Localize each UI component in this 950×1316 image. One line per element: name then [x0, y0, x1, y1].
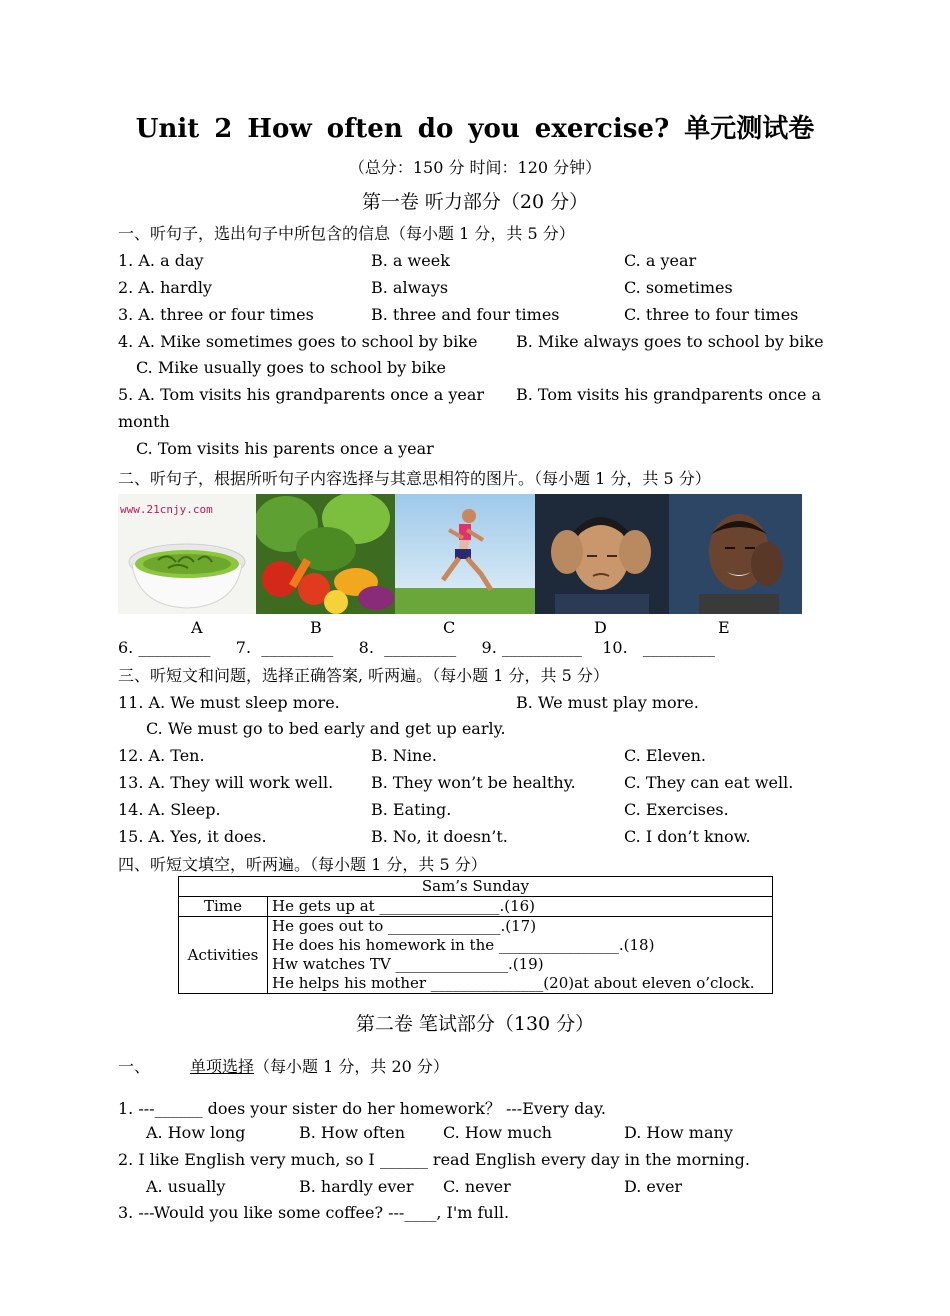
- q14-a: 14. A. Sleep.: [118, 800, 221, 819]
- q2-a: 2. A. hardly: [118, 278, 212, 297]
- score-time-info: （总分：150 分 时间：120 分钟）: [348, 158, 602, 177]
- q3-c: C. three to four times: [624, 305, 799, 324]
- q14-c: C. Exercises.: [624, 800, 729, 819]
- watermark-text: www.21cnjy.com: [120, 503, 213, 516]
- q15-c: C. I don’t know.: [624, 827, 751, 846]
- activity-17: He goes out to _______________.(17): [272, 917, 537, 935]
- q12-a: 12. A. Ten.: [118, 746, 205, 765]
- sec3-heading: 三、听短文和问题，选择正确答案, 听两遍。（每小题 1 分，共 5 分）: [118, 666, 609, 685]
- q1-c: C. a year: [624, 251, 697, 270]
- written-sec1-link: 单项选择: [190, 1057, 255, 1076]
- w1-opt-a: A. How long: [146, 1123, 246, 1142]
- part1-heading: 第一卷 听力部分（20 分）: [361, 191, 589, 213]
- w2-opt-d: D. ever: [624, 1177, 683, 1196]
- picture-label-c: C: [443, 618, 456, 637]
- activities-label: Activities: [179, 917, 268, 994]
- picture-c-running-woman: [395, 494, 535, 614]
- q2-c: C. sometimes: [624, 278, 733, 297]
- picture-d-headache-man: [535, 494, 669, 614]
- q12-b: B. Nine.: [371, 746, 437, 765]
- time-label: Time: [179, 897, 268, 917]
- q5-c: C. Tom visits his parents once a year: [136, 439, 434, 458]
- w1-opt-d: D. How many: [624, 1123, 733, 1142]
- sec2-heading: 二、听句子，根据所听句子内容选择与其意思相符的图片。（每小题 1 分，共 5 分）: [118, 469, 711, 488]
- q5-b-cont: month: [118, 412, 170, 431]
- q12-c: C. Eleven.: [624, 746, 707, 765]
- w2-question: 2. I like English very much, so I ______ read English every day in the morning.: [118, 1150, 750, 1169]
- picture-label-d: D: [594, 618, 607, 637]
- written-sec1-number: 一、: [118, 1057, 151, 1076]
- w2-opt-b: B. hardly ever: [299, 1177, 414, 1196]
- q4-c: C. Mike usually goes to school by bike: [136, 358, 446, 377]
- sams-sunday-table: [178, 876, 773, 994]
- written-sec1-heading: [190, 1057, 449, 1077]
- q14-b: B. Eating.: [371, 800, 452, 819]
- q13-b: B. They won’t be healthy.: [371, 773, 576, 792]
- q11-b: B. We must play more.: [516, 693, 699, 712]
- q5-a: 5. A. Tom visits his grandparents once a year: [118, 385, 485, 404]
- picture-strip: [118, 494, 802, 614]
- q3-a: 3. A. three or four times: [118, 305, 314, 324]
- w1-opt-c: C. How much: [443, 1123, 552, 1142]
- w1-question: 1. ---______ does your sister do her homework？ ---Every day.: [118, 1099, 606, 1118]
- picture-label-b: B: [310, 618, 322, 637]
- q1-a: 1. A. a day: [118, 251, 204, 270]
- table-title: Sam’s Sunday: [179, 877, 773, 897]
- w2-opt-c: C. never: [443, 1177, 511, 1196]
- picture-label-a: A: [191, 618, 203, 637]
- w2-opt-a: A. usually: [146, 1177, 226, 1196]
- activities-cell: [268, 917, 773, 994]
- w1-opt-b: B. How often: [299, 1123, 406, 1142]
- part2-heading: 第二卷 笔试部分（130 分）: [355, 1013, 595, 1035]
- picture-b-vegetables: [256, 494, 395, 614]
- q5-b: B. Tom visits his grandparents once a: [516, 385, 822, 404]
- sec4-heading: 四、听短文填空，听两遍。（每小题 1 分，共 5 分）: [118, 855, 487, 874]
- picture-label-e: E: [718, 618, 730, 637]
- sec2-answer-blanks: 6. _________ 7. _________ 8. _________ 9. __________ 10. _________: [118, 638, 715, 657]
- time-value: He gets up at ________________.(16): [268, 897, 773, 917]
- picture-a-green-tea: [118, 494, 256, 614]
- q15-b: B. No, it doesn’t.: [371, 827, 508, 846]
- picture-e-toothache-man: [669, 494, 802, 614]
- q4-a: 4. A. Mike sometimes goes to school by bike: [118, 332, 478, 351]
- q13-a: 13. A. They will work well.: [118, 773, 334, 792]
- page-title: Unit 2 How often do you exercise? 单元测试卷: [135, 114, 815, 144]
- q13-c: C. They can eat well.: [624, 773, 794, 792]
- q1-b: B. a week: [371, 251, 450, 270]
- activity-19: Hw watches TV _______________.(19): [272, 955, 544, 973]
- w3-question: 3. ---Would you like some coffee? ---____, I'm full.: [118, 1203, 510, 1222]
- q3-b: B. three and four times: [371, 305, 560, 324]
- q4-b: B. Mike always goes to school by bike: [516, 332, 824, 351]
- sec1-heading: 一、听句子，选出句子中所包含的信息（每小题 1 分，共 5 分）: [118, 224, 575, 243]
- q11-a: 11. A. We must sleep more.: [118, 693, 340, 712]
- q2-b: B. always: [371, 278, 449, 297]
- written-sec1-score: （每小题 1 分，共 20 分）: [254, 1057, 449, 1076]
- activity-18: He does his homework in the ________________.(18): [272, 936, 655, 954]
- q11-c: C. We must go to bed early and get up early.: [146, 719, 506, 738]
- activity-20: He helps his mother _______________(20)at about eleven o’clock.: [272, 974, 755, 992]
- q15-a: 15. A. Yes, it does.: [118, 827, 267, 846]
